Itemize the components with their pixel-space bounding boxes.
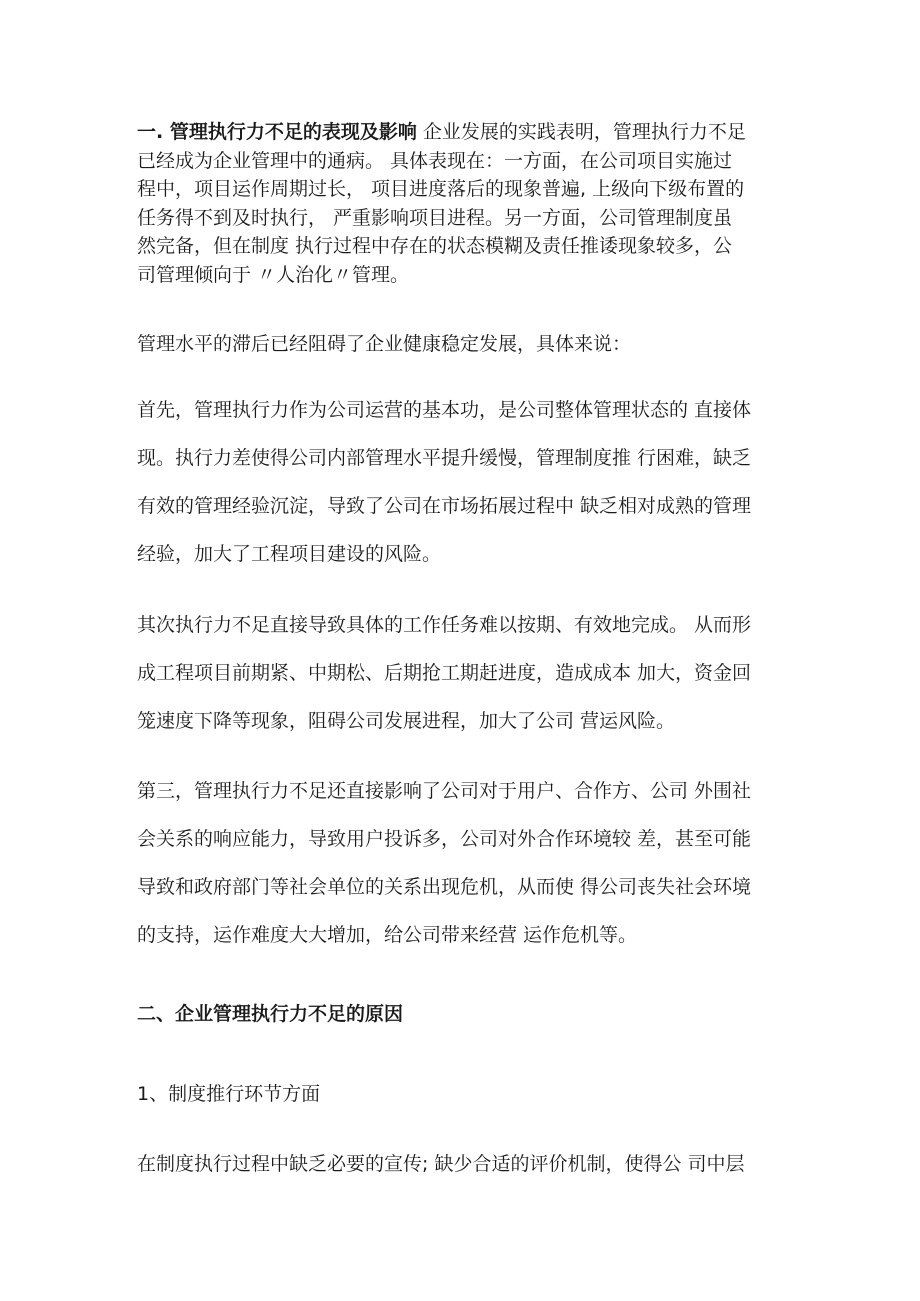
intro-line-1-text: 企业发展的实践表明，管理执行力不足: [416, 121, 746, 143]
third-line-2: 会关系的响应能力，导致用户投诉多，公司对外合作环境较 差，甚至可能: [137, 828, 752, 850]
subsection-1-heading: 1、制度推行环节方面: [137, 1083, 321, 1105]
second-paragraph: [137, 601, 751, 745]
first-paragraph: [137, 386, 751, 578]
subsection-1-paragraph: [137, 1140, 744, 1188]
third-paragraph: [137, 767, 751, 959]
intro-paragraph: [137, 118, 782, 289]
second-line-2: 成工程项目前期紧、中期松、后期抢工期赶进度，造成成本 加大，资金回: [137, 662, 752, 684]
section-2-heading: 二、企业管理执行力不足的原因: [137, 1003, 404, 1025]
intro-heading: 一. 管理执行力不足的表现及影响: [137, 121, 417, 143]
intro-line-2: 已经成为企业管理中的通病。 具体表现在：一方面，在公司项目实施过: [137, 149, 733, 172]
intro-line-6: 司管理倾向于 〃人治化〃管理。: [137, 263, 410, 286]
summary-paragraph: [137, 320, 631, 368]
intro-line-3: 程中，项目运作周期过长， 项目进度落后的现象普遍, 上级向下级布置的: [137, 178, 745, 200]
third-line-4: 的支持，运作难度大大增加，给公司带来经营 运作危机等。: [137, 924, 638, 946]
subsection-1-line-1: 在制度执行过程中缺乏必要的宣传; 缺少合适的评价机制，使得公 司中层: [137, 1153, 745, 1175]
second-line-3: 笼速度下降等现象，阻碍公司发展进程，加大了公司 营运风险。: [137, 710, 676, 732]
summary-line: 管理水平的滞后已经阻碍了企业健康稳定发展，具体来说：: [137, 333, 632, 355]
first-line-4: 经验，加大了工程项目建设的风险。: [137, 543, 442, 565]
first-line-2: 现。执行力差使得公司内部管理水平提升缓慢，管理制度推 行困难，缺乏: [137, 447, 752, 469]
first-line-1: 首先，管理执行力作为公司运营的基本功，是公司整体管理状态的 直接体: [137, 399, 752, 421]
third-line-3: 导致和政府部门等社会单位的关系出现危机，从而使 得公司丧失社会环境: [137, 876, 752, 898]
intro-line-4: 任务得不到及时执行， 严重影响项目进程。另一方面，公司管理制度虽: [137, 206, 733, 229]
first-line-3: 有效的管理经验沉淀，导致了公司在市场拓展过程中 缺乏相对成熟的管理: [137, 495, 752, 517]
second-line-1: 其次执行力不足直接导致具体的工作任务难以按期、有效地完成。 从而形: [137, 614, 752, 636]
third-line-1: 第三，管理执行力不足还直接影响了公司对于用户、合作方、公司 外围社: [137, 780, 752, 802]
intro-line-5: 然完备，但在制度 执行过程中存在的状态模糊及责任推诿现象较多，公: [137, 235, 733, 257]
intro-line-1: [137, 118, 782, 147]
